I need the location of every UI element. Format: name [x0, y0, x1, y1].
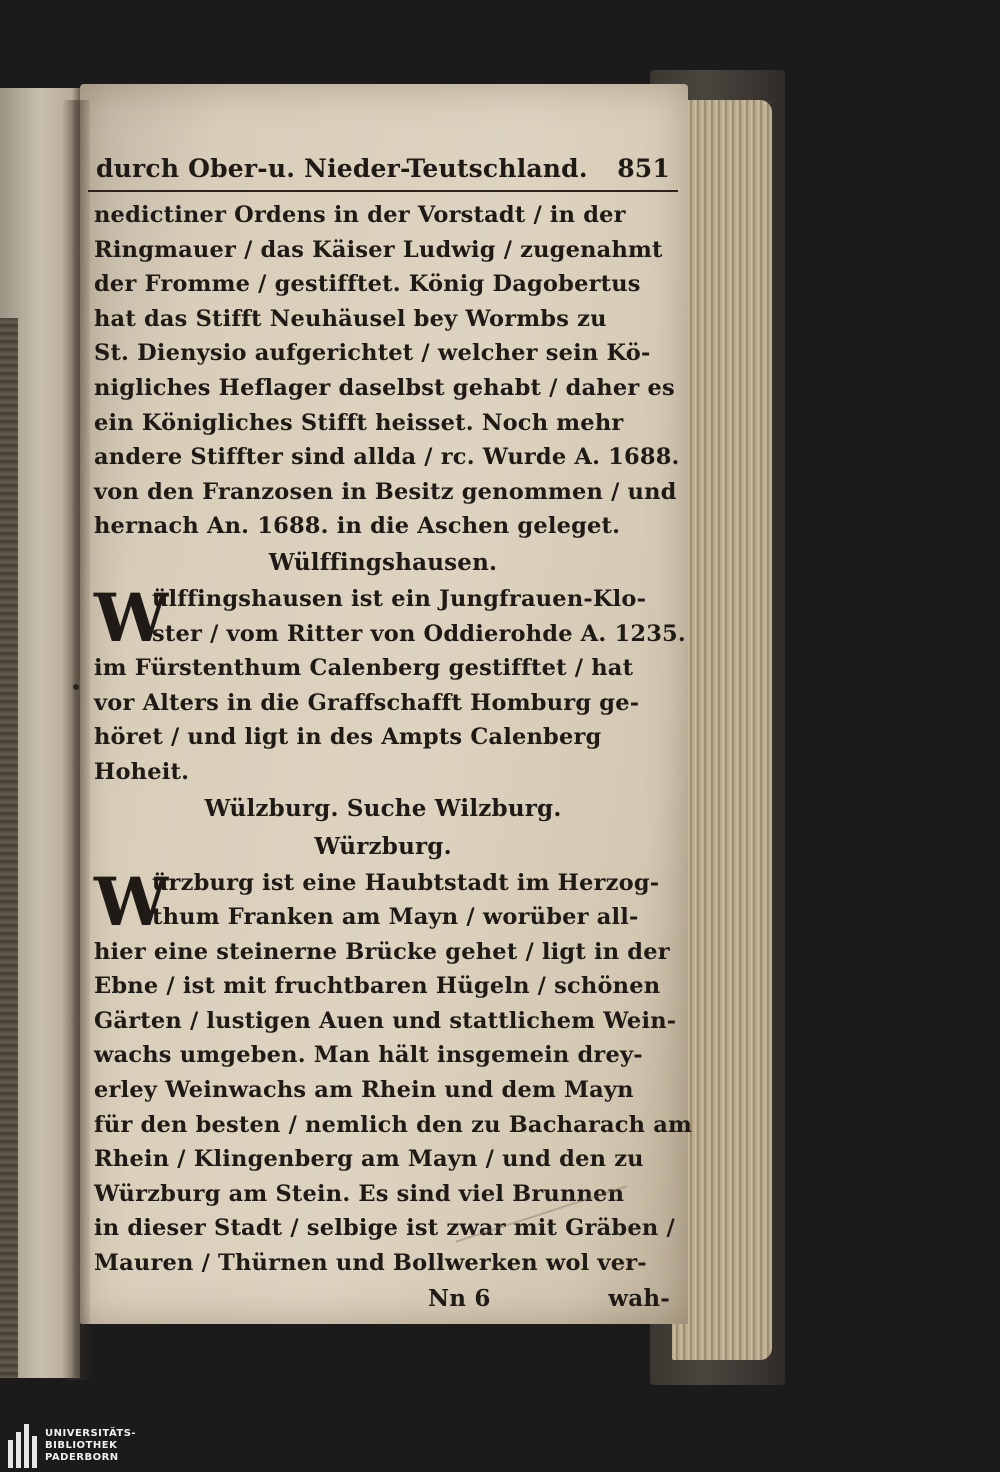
library-logo-line: BIBLIOTHEK: [45, 1440, 118, 1451]
entry-heading-wulzburg: Wülzburg. Suche Wilzburg.: [204, 794, 562, 822]
text-line: wachs umgeben. Man hält insgemein drey-: [94, 1042, 643, 1069]
library-logo-mark: [8, 1424, 37, 1468]
running-head: [88, 150, 678, 192]
paragraph-wulffingshausen: [88, 578, 686, 790]
page-number: 851: [617, 154, 670, 183]
entry-heading-wurzburg: Würzburg.: [314, 832, 452, 860]
text-line: hier eine steinerne Brücke gehet / ligt in der: [94, 938, 670, 965]
running-head-title: durch Ober-u. Nieder-Teutschland.: [96, 154, 588, 183]
text-line: höret / und ligt in des Ampts Calenberg: [94, 724, 602, 751]
left-page-engraving: [0, 318, 18, 1378]
catchword: wah-: [608, 1284, 670, 1312]
text-line: Würzburg am Stein. Es sind viel Brunnen: [94, 1180, 625, 1207]
text-line: hat das Stifft Neuhäusel bey Wormbs zu: [94, 305, 607, 332]
text-line: ülffingshausen ist ein Jungfrauen-Klo-: [152, 585, 647, 612]
library-logo-text: [45, 1428, 136, 1464]
book-gutter: [62, 100, 90, 1380]
text-line: hernach An. 1688. in die Aschen geleget.: [94, 513, 621, 540]
text-line: nigliches Heflager daselbst gehabt / daher es: [94, 374, 675, 401]
text-line: ürzburg ist eine Haubtstadt im Herzog-: [152, 869, 660, 896]
text-line: Gärten / lustigen Auen und stattlichem Wein-: [94, 1007, 677, 1034]
text-line: thum Franken am Mayn / worüber all-: [152, 904, 639, 931]
text-line: ster / vom Ritter von Oddierohde A. 1235.: [152, 620, 686, 647]
drop-cap: W: [94, 862, 169, 941]
text-line: Ebne / ist mit fruchtbaren Hügeln / schönen: [94, 973, 661, 1000]
library-logo-line: PADERBORN: [45, 1452, 119, 1463]
text-line: im Fürstenthum Calenberg gestifftet / hat: [94, 655, 634, 682]
text-line: nedictiner Ordens in der Vorstadt / in der: [94, 202, 626, 228]
text-line: in dieser Stadt / selbige ist zwar mit Gräben /: [94, 1215, 675, 1242]
text-line: der Fromme / gestifftet. König Dagobertus: [94, 271, 641, 298]
text-line: andere Stiffter sind allda / rc. Wurde A. 1688.: [94, 444, 680, 471]
text-line: vor Alters in die Graffschafft Homburg ge-: [94, 689, 640, 716]
text-line: Hoheit.: [94, 758, 190, 785]
text-line: ein Königliches Stifft heisset. Noch mehr: [94, 409, 624, 436]
page-text: [88, 150, 693, 1317]
text-line: für den besten / nemlich den zu Bacharach am: [94, 1111, 693, 1138]
text-line: erley Weinwachs am Rhein und dem Mayn: [94, 1077, 634, 1104]
text-line: Rhein / Klingenberg am Mayn / und den zu: [94, 1146, 644, 1173]
library-logo: [8, 1424, 136, 1468]
ink-spot: [73, 684, 79, 690]
drop-cap: W: [94, 578, 169, 657]
text-line: von den Franzosen in Besitz genommen / und: [94, 478, 677, 505]
text-line: Ringmauer / das Käiser Ludwig / zugenahmt: [94, 236, 663, 263]
library-logo-line: UNIVERSITÄTS-: [45, 1428, 137, 1439]
text-line: St. Dienysio aufgerichtet / welcher sein Kö-: [94, 340, 651, 367]
entry-heading-wulffingshausen: Wülffingshausen.: [268, 548, 498, 576]
text-line: Mauren / Thürnen und Bollwerken wol ver-: [94, 1250, 647, 1277]
signature-mark: Nn 6: [428, 1284, 491, 1312]
paragraph-stiffter: [88, 198, 678, 544]
